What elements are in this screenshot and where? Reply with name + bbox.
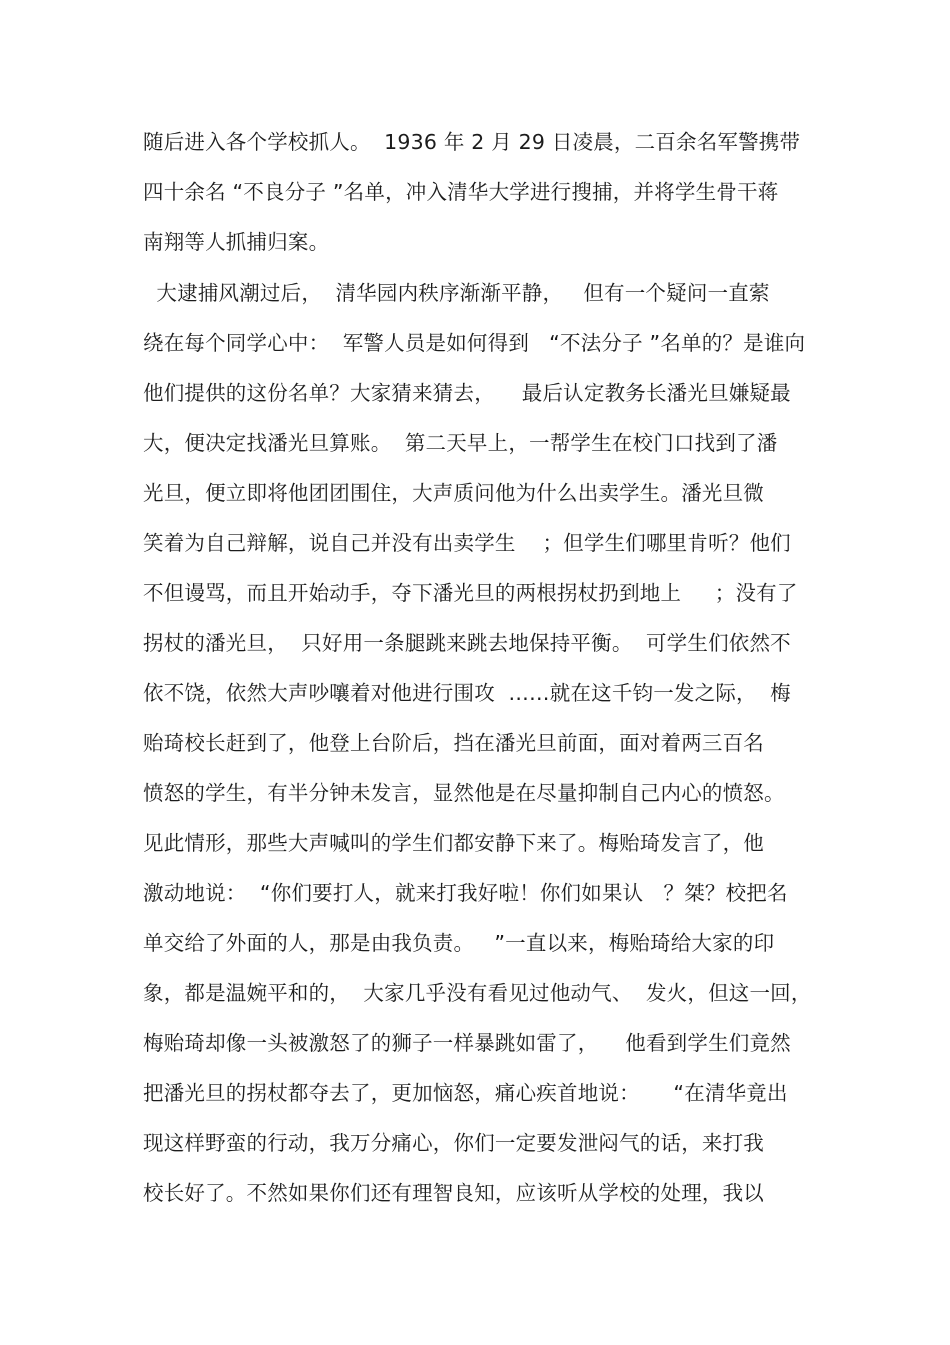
text-line: 大，便决定找潘光旦算账。 第二天早上，一帮学生在校门口找到了潘 — [143, 431, 778, 455]
text-line: 拐杖的潘光旦， 只好用一条腿跳来跳去地保持平衡。 可学生们依然不 — [143, 631, 791, 655]
text-line: 校长好了。不然如果你们还有理智良知，应该听从学校的处理，我以 — [143, 1181, 764, 1205]
text-line: 光旦，便立即将他团团围住，大声质问他为什么出卖学生。潘光旦微 — [143, 481, 764, 505]
text-line: 贻琦校长赶到了，他登上台阶后，挡在潘光旦前面，面对着两三百名 — [143, 731, 764, 755]
text-line: 四十余名 “不良分子 ”名单，冲入清华大学进行搜捕，并将学生骨干蒋 — [143, 180, 779, 204]
text-line: 依不饶，依然大声吵嚷着对他进行围攻 ……就在这千钧一发之际， 梅 — [143, 681, 791, 705]
text-line: 愤怒的学生，有半分钟未发言，显然他是在尽量抑制自己内心的愤怒。 — [143, 781, 785, 805]
text-line: 见此情形，那些大声喊叫的学生们都安静下来了。梅贻琦发言了，他 — [143, 831, 764, 855]
text-line: 激动地说： “你们要打人，就来打我好啦！你们如果认 ？桀？校把名 — [143, 881, 788, 905]
text-line: 不但谩骂，而且开始动手，夺下潘光旦的两根拐杖扔到地上 ；没有了 — [143, 581, 798, 605]
text-line: 把潘光旦的拐杖都夺去了，更加恼怒，痛心疾首地说： “在清华竟出 — [143, 1081, 788, 1105]
text-line: 绕在每个同学心中： 军警人员是如何得到 “不法分子 ”名单的？是谁向 — [143, 331, 806, 355]
text-line: 梅贻琦却像一头被激怒了的狮子一样暴跳如雷了， 他看到学生们竟然 — [143, 1031, 791, 1055]
text-line: 单交给了外面的人，那是由我负责。 ”一直以来，梅贻琦给大家的印 — [143, 931, 775, 955]
text-line: 现这样野蛮的行动，我万分痛心，你们一定要发泄闷气的话，来打我 — [143, 1131, 764, 1155]
text-line: 象，都是温婉平和的， 大家几乎没有看见过他动气、 发火，但这一回， — [143, 981, 812, 1005]
text-line: 南翔等人抓捕归案。 — [143, 230, 330, 254]
text-line: 笑着为自己辩解，说自己并没有出卖学生 ；但学生们哪里肯听？他们 — [143, 531, 791, 555]
text-line: 大逮捕风潮过后， 清华园内秩序渐渐平静， 但有一个疑问一直萦 — [143, 281, 770, 305]
text-line: 他们提供的这份名单？大家猜来猜去， 最后认定教务长潘光旦嫌疑最 — [143, 381, 791, 405]
text-line: 随后进入各个学校抓人。 1936 年 2 月 29 日凌晨，二百余名军警携带 — [143, 130, 801, 154]
